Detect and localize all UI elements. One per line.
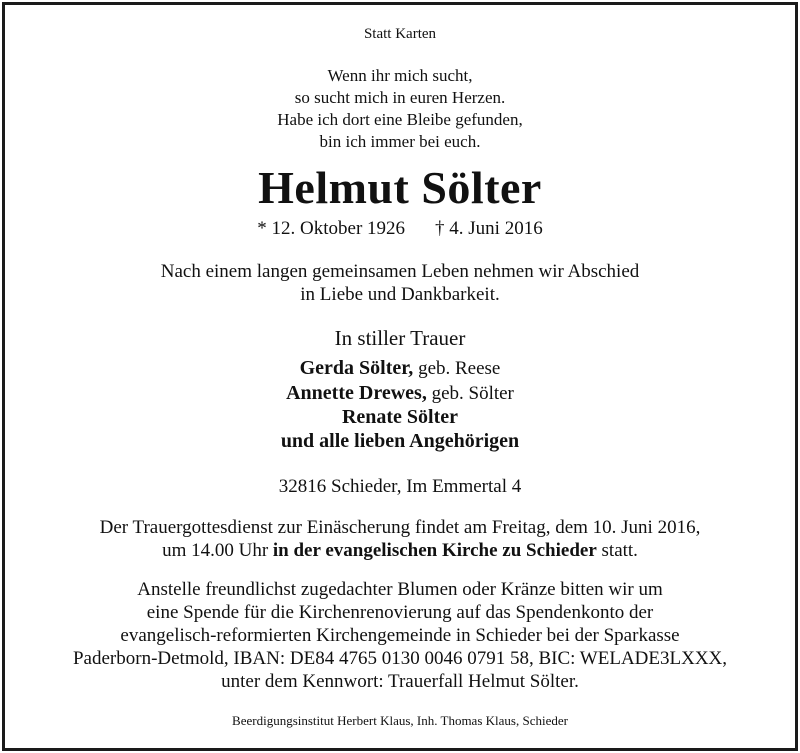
poem-line-1: Wenn ihr mich sucht,	[327, 66, 473, 85]
poem-line-2: so sucht mich in euren Herzen.	[294, 88, 506, 107]
donation-line-2: eine Spende für die Kirchenrenovierung auf das Spendenkonto der	[146, 602, 654, 623]
mourner-3-name: Renate Sölter	[341, 406, 459, 428]
death-date: † 4. Juni 2016	[435, 218, 543, 239]
service-location: in der evangelischen Kirche zu Schieder	[272, 540, 597, 561]
donation-line-1: Anstelle freundlichst zugedachter Blumen oder Kränze bitten wir um	[137, 579, 663, 600]
address: 32816 Schieder, Im Emmertal 4	[278, 476, 522, 497]
deceased-name: Helmut Sölter	[258, 162, 542, 213]
donation-line-5: unter dem Kennwort: Trauerfall Helmut Sölter.	[221, 671, 579, 692]
life-dates	[0, 219, 800, 238]
service-line-2	[0, 541, 800, 560]
mourner-2-name: Annette Drewes,	[286, 382, 427, 404]
farewell-line-1: Nach einem langen gemeinsamen Leben nehmen wir Abschied	[160, 261, 640, 282]
statt-karten: Statt Karten	[363, 26, 437, 42]
service-time: um 14.00 Uhr	[162, 540, 269, 561]
service-statt: statt.	[601, 540, 638, 561]
poem-line-3: Habe ich dort eine Bleibe gefunden,	[277, 110, 523, 129]
donation-line-3: evangelisch-reformierten Kirchengemeinde in Schieder bei der Sparkasse	[120, 625, 680, 646]
funeral-home: Beerdigungsinstitut Herbert Klaus, Inh. Thomas Klaus, Schieder	[232, 713, 568, 728]
mourner-1-name: Gerda Sölter,	[299, 357, 414, 379]
birth-date: * 12. Oktober 1926	[257, 218, 406, 239]
service-line-1: Der Trauergottesdienst zur Einäscherung findet am Freitag, dem 10. Juni 2016,	[99, 517, 701, 538]
mourner-relatives: und alle lieben Angehörigen	[280, 430, 520, 452]
poem-line-4: bin ich immer bei euch.	[319, 132, 481, 151]
mourner-1-maiden: geb. Reese	[418, 358, 501, 379]
donation-line-4: Paderborn-Detmold, IBAN: DE84 4765 0130 0046 0791 58, BIC: WELADE3LXXX,	[72, 648, 728, 669]
farewell-line-2: in Liebe und Dankbarkeit.	[300, 284, 500, 305]
mourner-2-maiden: geb. Sölter	[431, 383, 514, 404]
mourner-2	[0, 383, 800, 403]
mourner-1	[0, 358, 800, 378]
mourning-intro: In stiller Trauer	[334, 326, 466, 350]
